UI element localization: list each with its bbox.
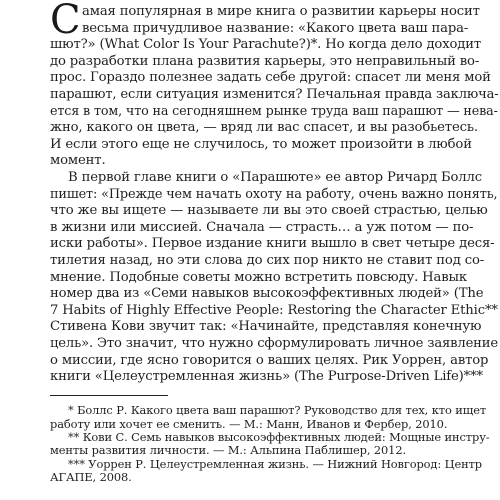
text-line: ется в том, что на сегодняшнем рынке труда ваш парашют — нева- <box>50 103 498 119</box>
text-line: о миссии, где ясно говорится о ваших целях. Рик Уоррен, автор <box>50 352 489 368</box>
text-line: 7 Habits of Highly Effective People: Restoring the Character Ethic** <box>50 302 498 318</box>
drop-cap: С <box>50 0 81 43</box>
text-line: парашют, если ситуация изменится? Печальная правда заключа- <box>50 87 499 102</box>
footnote-line: работу или хочет ее сменить. — М.: Манн, Иванов и Фербер, 2010. <box>50 416 448 431</box>
text-line: весьма причудливое название: «Какого цвета ваш пара- <box>82 20 469 36</box>
footnote-line: АГАПЕ, 2008. <box>50 470 132 485</box>
text-line: амая популярная в мире книга о развитии карьеры носит <box>82 4 480 19</box>
text-line: в жизни или миссией. Сначала — страсть… а уж потом — по- <box>50 219 474 235</box>
text-line: тилетия назад, но эти слова до сих пор никто не ставит под со- <box>50 253 485 268</box>
text-line: иски работы». Первое издание книги вышло в свет четыре деся- <box>50 236 495 252</box>
text-line: шют?» (What Color Is Your Parachute?)*. Но когда дело доходит <box>50 37 482 53</box>
text-line: прос. Гораздо полезнее задать себе другой: спасет ли меня мой <box>50 70 491 86</box>
text-line: Стивена Кови звучит так: «Начинайте, представляя конечную <box>50 319 482 335</box>
text-line: до разработки плана развития карьеры, это неправильный во- <box>50 53 480 69</box>
text-line: номер два из «Семи навыков высокоэффективных людей» (The <box>50 286 484 302</box>
footnote-line: * Боллс Р. Какого цвета ваш парашют? Руководство для тех, кто ищет <box>68 403 487 418</box>
footnote-divider <box>50 395 168 396</box>
text-line: что же вы ищете — называете ли вы это своей страстью, целью <box>50 203 488 219</box>
text-line: книги «Целеустремленная жизнь» (The Purpose-Driven Life)*** <box>50 369 483 385</box>
text-line: мнение. Подобные советы можно встретить повсюду. Навык <box>50 269 467 285</box>
text-line: цель». Это значит, что нужно сформулировать личное заявление <box>50 336 498 351</box>
text-line: жно, какого он цвета, — вряд ли вас спасет, и вы разобьетесь. <box>50 120 478 136</box>
footnote-line: *** Уоррен Р. Целеустремленная жизнь. — Нижний Новгород: Центр <box>68 456 482 471</box>
text-line: момент. <box>50 153 106 169</box>
text-line: В первой главе книги о «Парашюте» ее автор Ричард Боллс <box>68 170 482 185</box>
footnote-line: ** Кови С. Семь навыков высокоэффективных людей: Мощные инстру- <box>68 430 490 444</box>
text-line: И если этого еще не случилось, то может произойти в любой <box>50 136 472 152</box>
text-line: пишет: «Прежде чем начать охоту на работу, очень важно понять, <box>50 186 498 202</box>
footnote-line: менты развития личности. — М.: Альпина Паблишер, 2012. <box>50 443 406 458</box>
